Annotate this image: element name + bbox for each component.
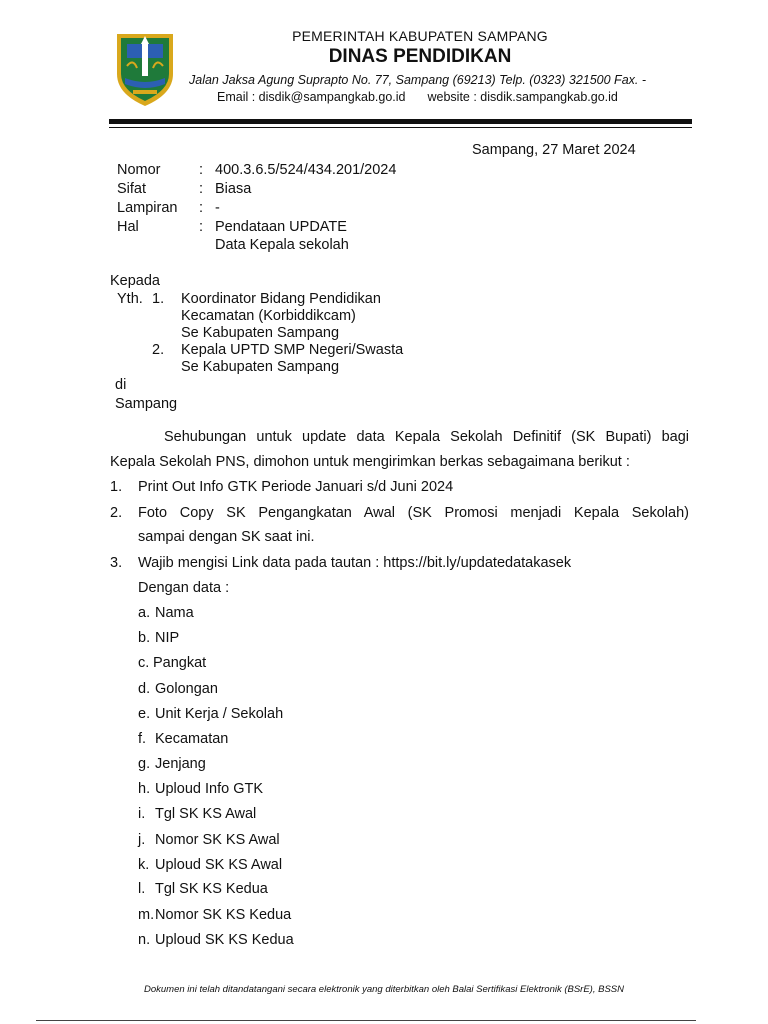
header-department: DINAS PENDIDIKAN [328, 46, 512, 67]
item-2-line1: Foto Copy SK Pengangkatan Awal (SK Promosi menjadi Kepala Sekolah) [138, 505, 689, 521]
nomor-colon: : [199, 162, 204, 178]
field-letter: a. [138, 605, 151, 621]
sifat-value: Biasa [215, 181, 252, 197]
header-address: Jalan Jaksa Agung Suprapto No. 77, Sampang (69213) Telp. (0323) 321500 Fax. - [189, 73, 647, 87]
lampiran-value: - [215, 200, 220, 216]
intro-line1: Sehubungan untuk update data Kepala Sekolah Definitif (SK Bupati) bagi [164, 429, 689, 445]
yth-label: Yth. [117, 291, 143, 307]
electronic-signature-notice: Dokumen ini telah ditandatangani secara elektronik yang diterbitkan oleh Balai Sertifikasi Elektronik (BSrE), BSSN [144, 984, 624, 995]
field-letter: c. [138, 655, 150, 671]
item-2-number: 2. [110, 505, 123, 521]
recipient-2-line2: Se Kabupaten Sampang [181, 359, 340, 375]
field-letter: f. [138, 731, 147, 747]
recipient-2-number: 2. [152, 342, 165, 358]
recipient-1-line3: Se Kabupaten Sampang [181, 325, 340, 341]
recipient-2-line1: Kepala UPTD SMP Negeri/Swasta [181, 342, 404, 358]
sifat-colon: : [199, 181, 204, 197]
header-website[interactable]: website : disdik.sampangkab.go.id [427, 90, 618, 104]
hal-value-line2: Data Kepala sekolah [215, 237, 349, 253]
field-text: Uploud SK KS Kedua [155, 932, 294, 948]
field-text: Nomor SK KS Kedua [155, 907, 292, 923]
header-government: PEMERINTAH KABUPATEN SAMPANG [292, 28, 548, 44]
field-text: Tgl SK KS Awal [155, 806, 257, 822]
hal-colon: : [199, 219, 204, 235]
header-contact [217, 90, 618, 104]
field-text: Golongan [155, 681, 218, 697]
recipient-1-number: 1. [152, 291, 165, 307]
field-letter: l. [138, 881, 146, 897]
field-text: Jenjang [155, 756, 206, 772]
lampiran-label: Lampiran [117, 200, 178, 216]
letter-date: Sampang, 27 Maret 2024 [472, 142, 636, 158]
page-bottom-line [36, 1020, 696, 1021]
field-letter: h. [138, 781, 151, 797]
lampiran-colon: : [199, 200, 204, 216]
field-text: NIP [155, 630, 180, 646]
item-3-number: 3. [110, 555, 123, 571]
field-letter: k. [138, 857, 150, 873]
field-text: Uploud Info GTK [155, 781, 263, 797]
intro-line2: Kepala Sekolah PNS, dimohon untuk mengirimkan berkas sebagaimana berikut : [110, 454, 630, 470]
field-text: Uploud SK KS Awal [155, 857, 283, 873]
field-letter: i. [138, 806, 146, 822]
field-letter: n. [138, 932, 151, 948]
header-email[interactable]: Email : disdik@sampangkab.go.id [217, 90, 406, 104]
field-letter: m. [138, 907, 155, 923]
item-3-text: Wajib mengisi Link data pada tautan : https://bit.ly/updatedatakasek [138, 555, 572, 571]
letterhead-divider-thick [109, 119, 692, 124]
field-text: Pangkat [153, 655, 207, 671]
field-text: Unit Kerja / Sekolah [155, 706, 284, 722]
sifat-label: Sifat [117, 181, 147, 197]
nomor-label: Nomor [117, 162, 161, 178]
field-text: Nama [155, 605, 194, 621]
field-letter: b. [138, 630, 151, 646]
letterhead-divider-thin [109, 127, 692, 128]
field-text: Nomor SK KS Awal [155, 832, 280, 848]
field-letter: g. [138, 756, 151, 772]
kepada-label: Kepada [110, 273, 160, 289]
nomor-value: 400.3.6.5/524/434.201/2024 [215, 162, 397, 178]
item-1-number: 1. [110, 479, 123, 495]
dengan-data-label: Dengan data : [138, 580, 230, 596]
item-2-line2: sampai dengan SK saat ini. [138, 529, 315, 545]
di-label: di [115, 377, 127, 393]
item-1-text: Print Out Info GTK Periode Januari s/d Juni 2024 [138, 479, 454, 495]
field-letter: j. [138, 832, 146, 848]
field-letter: e. [138, 706, 151, 722]
hal-value-line1: Pendataan UPDATE [215, 219, 347, 235]
recipient-1-line1: Koordinator Bidang Pendidikan [181, 291, 381, 307]
hal-label: Hal [117, 219, 139, 235]
recipient-place: Sampang [115, 396, 178, 412]
field-text: Tgl SK KS Kedua [155, 881, 268, 897]
field-text: Kecamatan [155, 731, 229, 747]
field-letter: d. [138, 681, 151, 697]
recipient-1-line2: Kecamatan (Korbiddikcam) [181, 308, 356, 324]
